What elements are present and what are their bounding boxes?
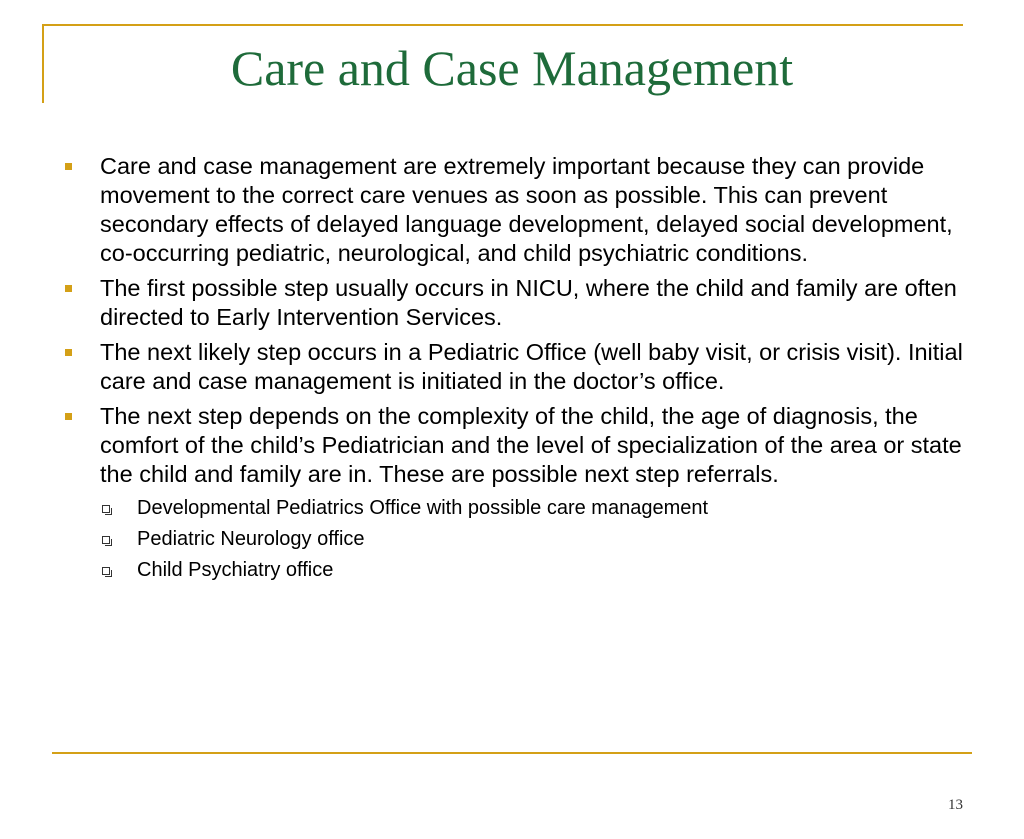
bullet-item xyxy=(62,274,974,332)
bullet-text: The next step depends on the complexity of the child, the age of diagnosis, the comfort of the child’s Pediatrician and the level of specialization of the area or state the child and family are in. These are possible next step referrals. xyxy=(100,403,962,487)
hollow-square-bullet-icon xyxy=(102,505,110,513)
square-bullet-icon xyxy=(65,413,72,420)
bullet-text: The next likely step occurs in a Pediatric Office (well baby visit, or crisis visit). Initial care and case management is initiated in the doctor’s office. xyxy=(100,339,963,394)
bullet-text: The first possible step usually occurs in NICU, where the child and family are often directed to Early Intervention Services. xyxy=(100,275,957,330)
bullet-item xyxy=(62,402,974,489)
bullet-item xyxy=(62,338,974,396)
frame-top-line xyxy=(42,24,963,26)
sub-bullet-item xyxy=(62,495,974,521)
sub-bullet-item xyxy=(62,557,974,583)
slide-content xyxy=(62,152,974,588)
frame-bottom-line xyxy=(52,752,972,754)
hollow-square-bullet-icon xyxy=(102,567,110,575)
sub-bullet-item xyxy=(62,526,974,552)
sub-bullet-text: Pediatric Neurology office xyxy=(137,528,365,550)
bullet-item xyxy=(62,152,974,268)
page-number: 13 xyxy=(948,797,963,813)
sub-bullet-text: Developmental Pediatrics Office with possible care management xyxy=(137,497,709,519)
square-bullet-icon xyxy=(65,285,72,292)
hollow-square-bullet-icon xyxy=(102,536,110,544)
square-bullet-icon xyxy=(65,349,72,356)
bullet-text: Care and case management are extremely important because they can provide movement to the correct care venues as soon as possible. This can prevent secondary effects of delayed language development, delayed social development, co-occurring pediatric, neurological, and child psychiatric conditions. xyxy=(100,153,953,266)
slide-title: Care and Case Management xyxy=(230,40,794,96)
square-bullet-icon xyxy=(65,163,72,170)
sub-bullet-text: Child Psychiatry office xyxy=(137,559,334,581)
